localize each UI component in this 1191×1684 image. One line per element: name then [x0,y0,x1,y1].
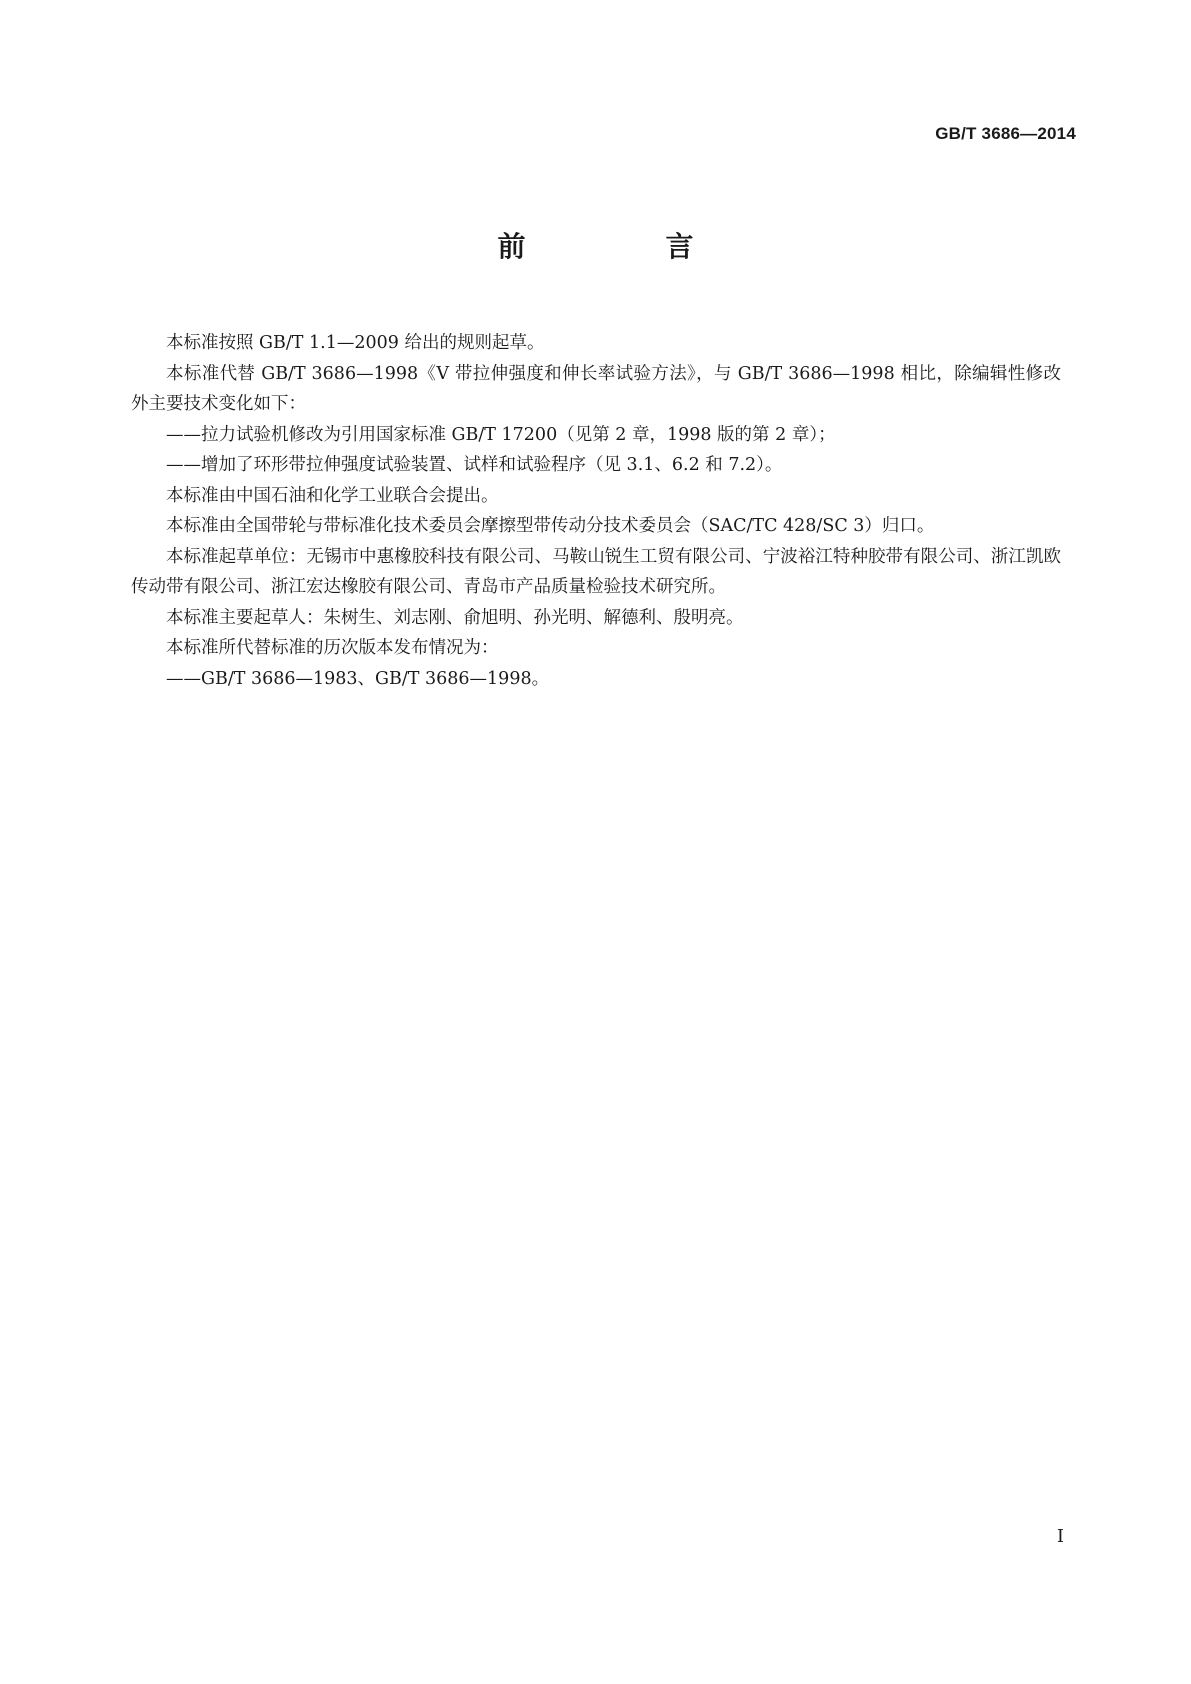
document-body [131,328,1061,694]
list-item-change-2: ——增加了环形带拉伸强度试验装置、试样和试验程序（见 3.1、6.2 和 7.2）。 [166,455,783,475]
paragraph-committee: 本标准由全国带轮与带标准化技术委员会摩擦型带传动分技术委员会（SAC/TC 428/SC 3）归口。 [166,516,935,536]
paragraph-drafters: 本标准主要起草人：朱树生、刘志刚、俞旭明、孙光明、解德利、殷明亮。 [166,607,744,628]
paragraph-replacement: 本标准代替 GB/T 3686—1998《V 带拉伸强度和伸长率试验方法》，与 GB/T 3686—1998 相比，除编辑性修改外主要技术变化如下： [131,363,1061,414]
page-title: 前 言 [497,230,750,263]
paragraph-previous-editions: 本标准所代替标准的历次版本发布情况为： [166,638,499,658]
paragraph-drafting-rules: 本标准按照 GB/T 1.1—2009 给出的规则起草。 [166,333,545,353]
list-item-change-1: ——拉力试验机修改为引用国家标准 GB/T 17200（见第 2 章，1998 版的第 2 章）； [166,424,836,445]
paragraph-proposer: 本标准由中国石油和化学工业联合会提出。 [166,485,499,506]
list-item-previous-editions: ——GB/T 3686—1983、GB/T 3686—1998。 [166,668,550,689]
paragraph-drafting-units: 本标准起草单位：无锡市中惠橡胶科技有限公司、马鞍山锐生工贸有限公司、宁波裕江特种胶带有限公司、浙江凯欧传动带有限公司、浙江宏达橡胶有限公司、青岛市产品质量检验技术研究所。 [131,546,1061,597]
standard-number-header: GB/T 3686—2014 [935,124,1076,143]
page-number: I [1056,1526,1064,1547]
